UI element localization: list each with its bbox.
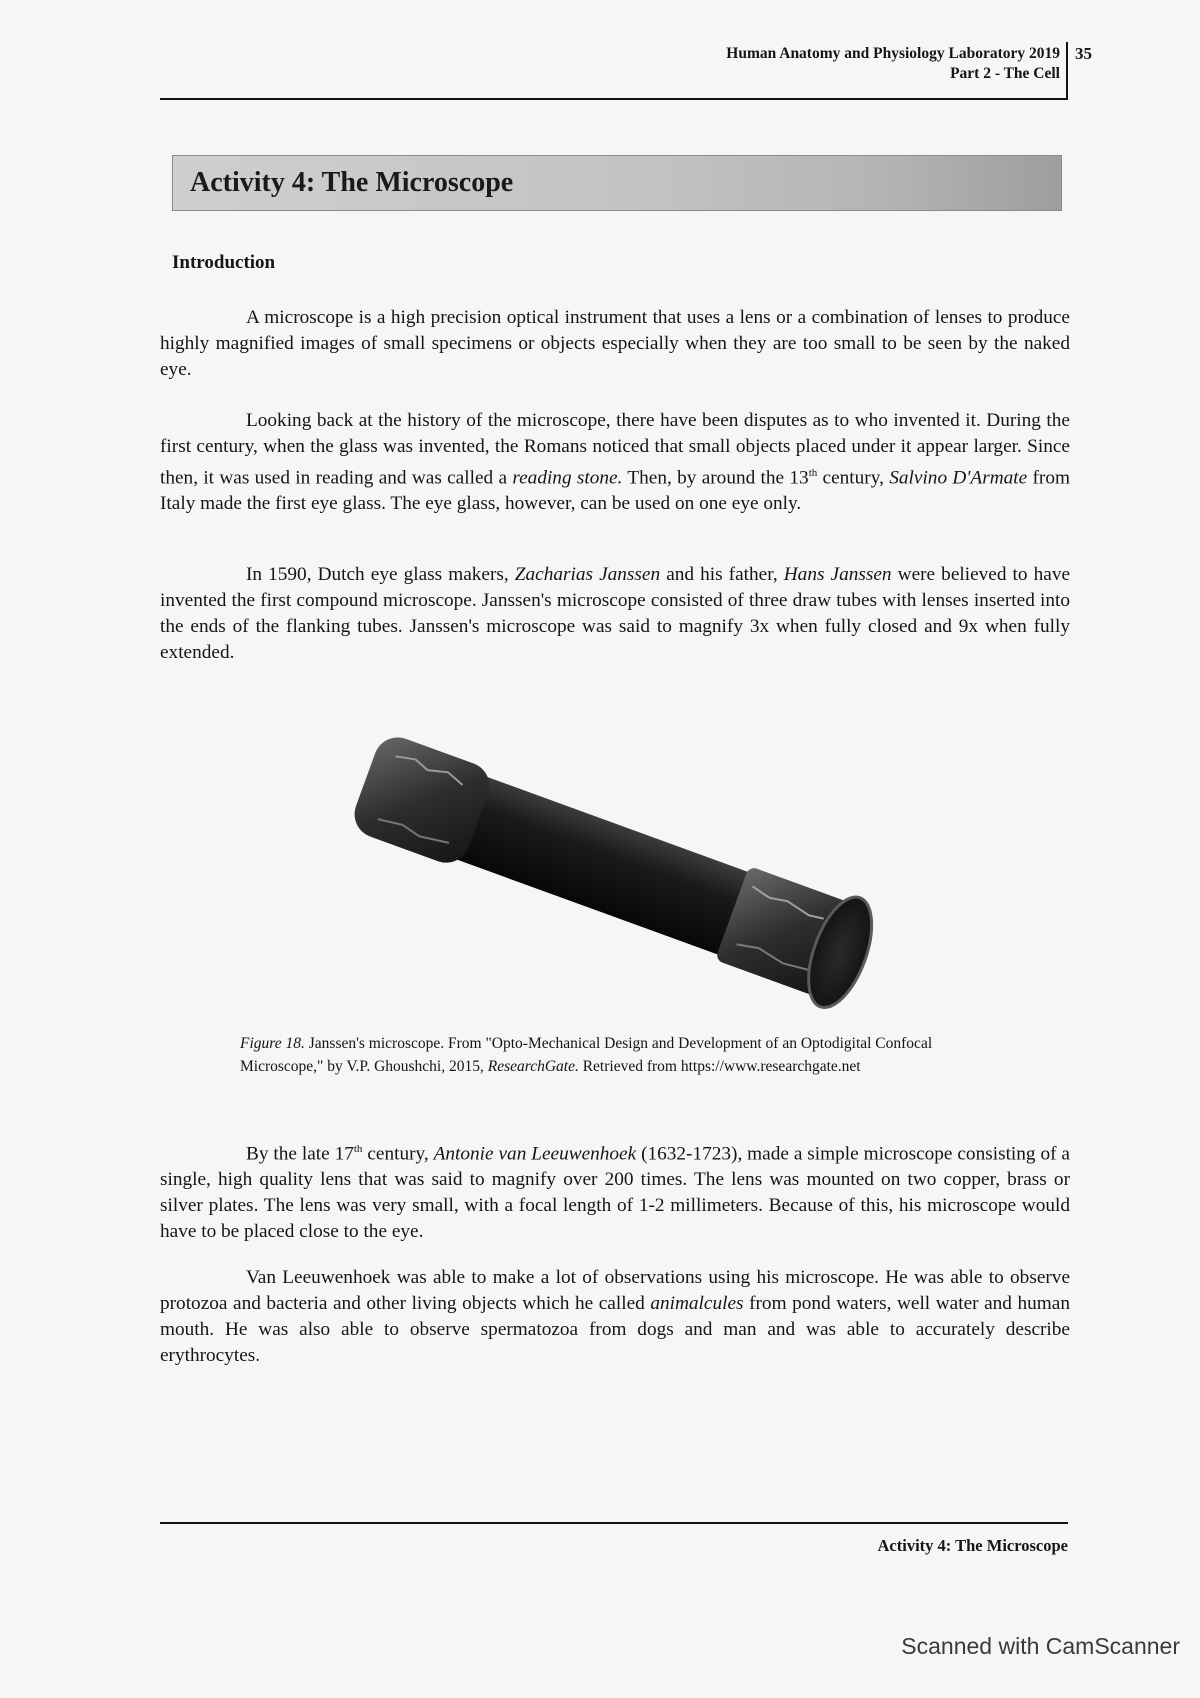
janssen-microscope-image — [330, 720, 910, 1020]
paragraph-3-text: were believed to have invented the first compound microscope. Janssen's microscope consisted of three draw tubes with lenses inserted into the ends of the flanking tubes. Janssen's microscope was said to magnify 3x when fully closed and 9x when fully extended. — [160, 564, 1071, 663]
paragraph-4 — [160, 1136, 1070, 1245]
paragraph-2-text: century, — [817, 467, 890, 489]
paragraph-2-text: from Italy made the first eye glass. The eye glass, however, can be used on one eye only. — [160, 467, 1070, 515]
person-name: Salvino D'Armate — [889, 467, 1028, 489]
paragraph-5-text: Van Leeuwenhoek was able to make a lot of observations using his microscope. He was able to observe protozoa and bacteria and other living objects which he called — [160, 1267, 1070, 1314]
activity-title: Activity 4: The Microscope — [190, 167, 514, 198]
person-name: Hans Janssen — [783, 564, 892, 585]
paragraph-3-text: and his father, — [660, 564, 784, 585]
paragraph-2 — [160, 408, 1070, 517]
header-title: Human Anatomy and Physiology Laboratory 2019 — [726, 45, 1060, 62]
paragraph-4-text: (1632-1723), made a simple microscope consisting of a single, high quality lens that was said to magnify over 200 times. The lens was mounted on two copper, brass or silver plates. The lens was very small, with a focal length of 1-2 millimeters. Because of this, his microscope would have to be placed close to the eye. — [160, 1143, 1070, 1243]
paragraph-4-text: century, — [362, 1143, 434, 1165]
paragraph-5-text: from pond waters, well water and human mouth. He was also able to observe spermatozoa from dogs and man and was able to accurately describe erythrocytes. — [160, 1293, 1070, 1366]
section-heading: Introduction — [172, 252, 276, 273]
figure-caption-text: Janssen's microscope. From "Opto-Mechanical Design and Development of an Optodigital Confocal Microscope," by V.P. Ghoushchi, 2015, — [240, 1035, 933, 1075]
figure-label: Figure 18. — [240, 1035, 305, 1052]
person-name: Antonie van Leeuwenhoek — [433, 1143, 637, 1165]
paragraph-1-text: A microscope is a high precision optical instrument that uses a lens or a combination of lenses to produce highly magnified images of small specimens or objects especially when they are too small to be seen by the naked eye. — [160, 307, 1070, 380]
paragraph-1 — [160, 305, 1070, 383]
scanner-watermark: Scanned with CamScanner — [901, 1633, 1180, 1659]
paragraph-4-text: By the late 17 — [246, 1143, 354, 1165]
figure-caption-text: Retrieved from https://www.researchgate.net — [578, 1058, 861, 1075]
header-subtitle: Part 2 - The Cell — [950, 65, 1060, 82]
person-name: Zacharias Janssen — [514, 564, 661, 585]
activity-banner — [172, 155, 1062, 211]
ordinal-suffix: th — [353, 1143, 363, 1155]
figure-source: ResearchGate. — [487, 1058, 579, 1075]
header-vertical-rule — [1066, 42, 1068, 100]
page-number: 35 — [1075, 44, 1092, 63]
paragraph-5 — [160, 1265, 1070, 1369]
running-footer: Activity 4: The Microscope — [877, 1536, 1068, 1555]
animalcules-term: animalcules — [650, 1293, 744, 1314]
figure-caption — [240, 1032, 940, 1078]
paragraph-3 — [160, 562, 1070, 666]
running-header — [560, 44, 1060, 84]
paragraph-3-text: In 1590, Dutch eye glass makers, — [246, 564, 515, 585]
paragraph-2-text: Then, by around the 13 — [622, 467, 809, 489]
header-rule — [160, 98, 1068, 100]
footer-rule — [160, 1522, 1068, 1524]
paragraph-2-text: Looking back at the history of the microscope, there have been disputes as to who invented it. During the first century, when the glass was invented, the Romans noticed that small objects placed under it appear larger. Since then, it was used in reading and was called a — [160, 410, 1070, 489]
ordinal-suffix: th — [808, 467, 818, 479]
reading-stone-term: reading stone. — [512, 467, 623, 489]
